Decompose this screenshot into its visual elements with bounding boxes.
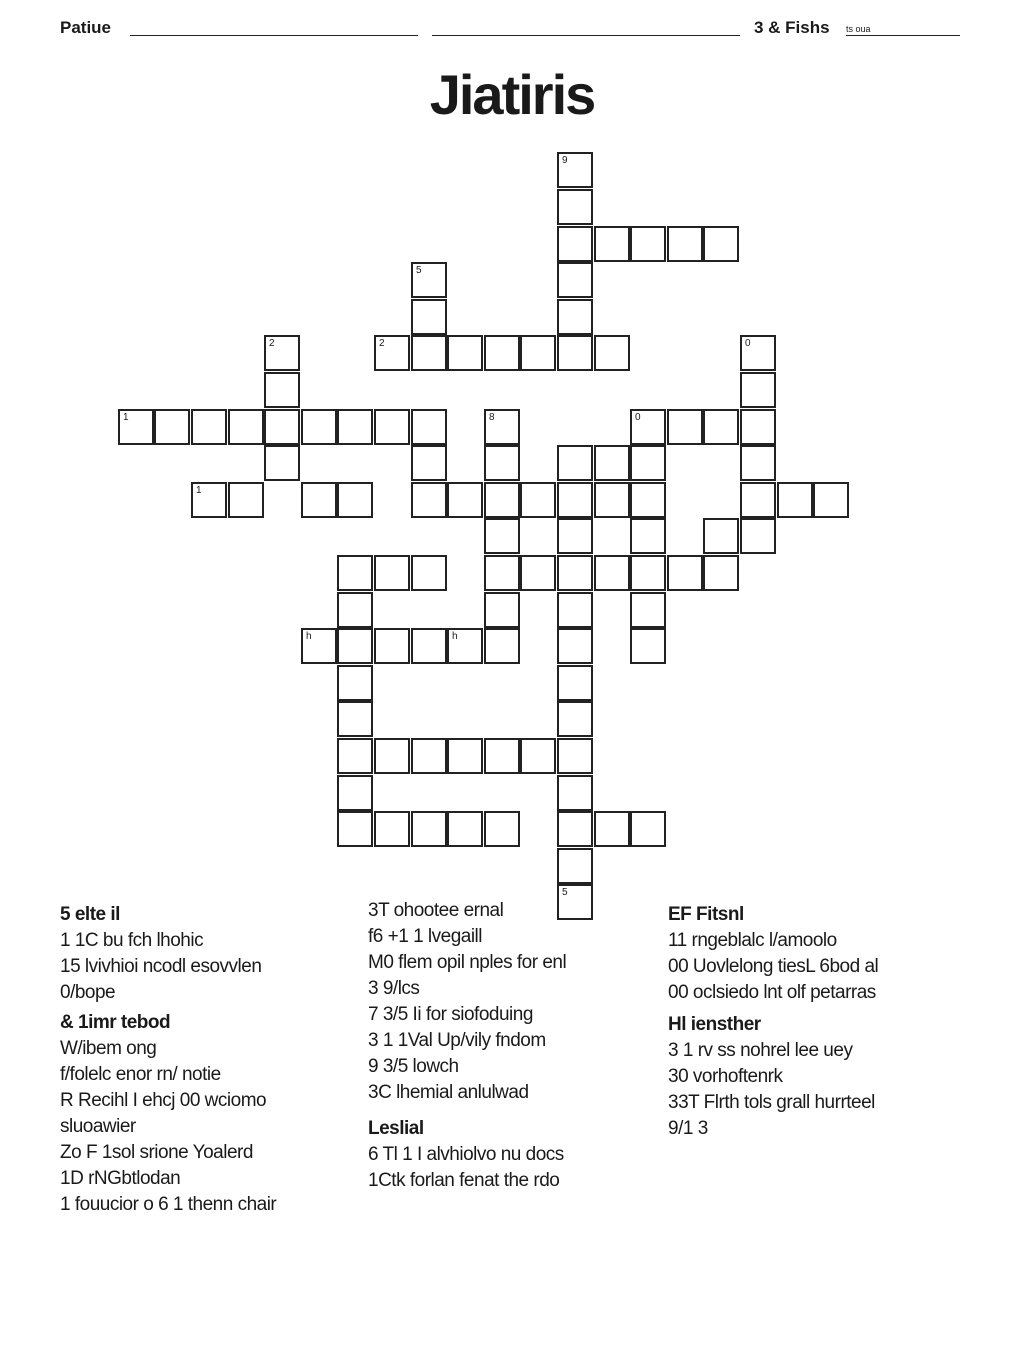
- grid-cell[interactable]: [411, 482, 447, 518]
- grid-cell[interactable]: [191, 482, 227, 518]
- grid-cell[interactable]: [484, 445, 520, 481]
- clue-number: 2: [379, 338, 385, 349]
- clue: 11 rngeblalc l/amoolo: [668, 930, 837, 951]
- grid-cell[interactable]: [557, 262, 593, 298]
- grid-cell[interactable]: [484, 811, 520, 847]
- grid-cell[interactable]: [411, 555, 447, 591]
- grid-cell[interactable]: [337, 665, 373, 701]
- grid-cell[interactable]: [703, 555, 739, 591]
- clue: 0/bope: [60, 982, 116, 1003]
- grid-cell[interactable]: [301, 628, 337, 664]
- grid-cell[interactable]: [594, 335, 630, 371]
- grid-cell[interactable]: [411, 299, 447, 335]
- clue: 7 3/5 Ii for siofoduing: [368, 1004, 533, 1025]
- clue: 6 Tl 1 I alvhiolvo nu docs: [368, 1144, 564, 1165]
- grid-cell[interactable]: [667, 226, 703, 262]
- grid-cell[interactable]: [703, 409, 739, 445]
- clue: 9/1 3: [668, 1118, 708, 1139]
- grid-cell[interactable]: [264, 372, 300, 408]
- grid-cell[interactable]: [740, 518, 776, 554]
- right-label: 3 & Fishs: [754, 18, 830, 37]
- grid-cell[interactable]: [520, 555, 556, 591]
- grid-cell[interactable]: [740, 409, 776, 445]
- clue: 1 1C bu fch lhohic: [60, 930, 204, 951]
- grid-cell[interactable]: [411, 811, 447, 847]
- grid-cell[interactable]: [557, 848, 593, 884]
- name-line[interactable]: [130, 35, 418, 36]
- grid-cell[interactable]: [630, 592, 666, 628]
- grid-cell[interactable]: [264, 335, 300, 371]
- grid-cell[interactable]: [374, 738, 410, 774]
- clue: 15 lvivhioi ncodl esovvlen: [60, 956, 262, 977]
- clue-number: 9: [562, 155, 568, 166]
- grid-cell[interactable]: [337, 628, 373, 664]
- clues-column-2: [368, 898, 566, 1194]
- grid-cell[interactable]: [630, 409, 666, 445]
- grid-cell[interactable]: [777, 482, 813, 518]
- grid-cell[interactable]: [630, 555, 666, 591]
- clue-number: 8: [489, 412, 495, 423]
- grid-cell[interactable]: [557, 775, 593, 811]
- clue: M0 flem opil nples for enl: [368, 952, 567, 973]
- grid-cell[interactable]: [447, 628, 483, 664]
- clue: R Recihl I ehcj 00 wciomo: [60, 1090, 267, 1111]
- grid-cell[interactable]: [557, 299, 593, 335]
- grid-cell[interactable]: [447, 738, 483, 774]
- grid-cell[interactable]: [374, 555, 410, 591]
- clue: 00 oclsiedo lnt olf petarras: [668, 982, 876, 1003]
- clue-number: 5: [416, 265, 422, 276]
- grid-cell[interactable]: [557, 482, 593, 518]
- grid-cell[interactable]: [264, 445, 300, 481]
- grid-cell[interactable]: [630, 518, 666, 554]
- grid-cell[interactable]: [484, 335, 520, 371]
- grid-cell[interactable]: [703, 226, 739, 262]
- clue: 3 1 1Val Up/vily fndom: [368, 1030, 546, 1051]
- grid-cell[interactable]: [484, 738, 520, 774]
- grid-cell[interactable]: [557, 152, 593, 188]
- grid-cell[interactable]: [557, 701, 593, 737]
- grid-cell[interactable]: [264, 409, 300, 445]
- grid-cell[interactable]: [337, 701, 373, 737]
- clue-number: 1: [196, 485, 202, 496]
- clue: 3 9/lcs: [368, 978, 420, 999]
- grid-cell[interactable]: [630, 226, 666, 262]
- grid-cell[interactable]: [557, 445, 593, 481]
- clue-number: 0: [745, 338, 751, 349]
- name-label: Patiue: [60, 18, 112, 37]
- grid-cell[interactable]: [667, 555, 703, 591]
- grid-cell[interactable]: [374, 335, 410, 371]
- clue: 3C lhemial anlulwad: [368, 1082, 529, 1103]
- grid-cell[interactable]: [447, 811, 483, 847]
- clue-heading: 3T ohootee ernal: [368, 900, 504, 921]
- grid-cell[interactable]: [557, 592, 593, 628]
- right-line[interactable]: [846, 35, 960, 36]
- clue-number: 1: [123, 412, 129, 423]
- clue: 1 fouucior o 6 1 thenn chair: [60, 1194, 277, 1215]
- right-small-label: ts oua: [846, 24, 871, 34]
- grid-cell[interactable]: [484, 518, 520, 554]
- grid-cell[interactable]: [740, 482, 776, 518]
- grid-cell[interactable]: [411, 409, 447, 445]
- grid-cell[interactable]: [337, 592, 373, 628]
- clues-column-1: [60, 902, 276, 1218]
- grid-cell[interactable]: [557, 628, 593, 664]
- clue-number: 5: [562, 887, 568, 898]
- grid-cell[interactable]: [374, 628, 410, 664]
- grid-cell[interactable]: [411, 738, 447, 774]
- grid-cell[interactable]: [630, 811, 666, 847]
- grid-cell[interactable]: [484, 628, 520, 664]
- grid-cell[interactable]: [557, 226, 593, 262]
- grid-cell[interactable]: [813, 482, 849, 518]
- clues-column-3: [668, 902, 878, 1142]
- grid-cell[interactable]: [594, 811, 630, 847]
- grid-cell[interactable]: [411, 445, 447, 481]
- clue-heading: & 1imr tebod: [60, 1012, 171, 1033]
- grid-cell[interactable]: [337, 482, 373, 518]
- grid-cell[interactable]: [484, 409, 520, 445]
- grid-cell[interactable]: [411, 628, 447, 664]
- grid-cell[interactable]: [740, 372, 776, 408]
- grid-cell[interactable]: [740, 445, 776, 481]
- grid-cell[interactable]: [594, 482, 630, 518]
- grid-cell[interactable]: [557, 811, 593, 847]
- grid-cell[interactable]: [557, 555, 593, 591]
- grid-cell[interactable]: [557, 665, 593, 701]
- grid-cell[interactable]: [740, 335, 776, 371]
- grid-cell[interactable]: [154, 409, 190, 445]
- clue: 33T Flrth tols grall hurrteel: [668, 1092, 875, 1113]
- grid-cell[interactable]: [374, 811, 410, 847]
- grid-cell[interactable]: [484, 592, 520, 628]
- puzzle-title: Jiatiris: [429, 63, 595, 126]
- grid-cell[interactable]: [520, 335, 556, 371]
- grid-cell[interactable]: [630, 628, 666, 664]
- grid-cell[interactable]: [667, 409, 703, 445]
- grid-cell[interactable]: [520, 482, 556, 518]
- middle-line[interactable]: [432, 35, 740, 36]
- grid-cell[interactable]: [411, 262, 447, 298]
- grid-cell[interactable]: [337, 811, 373, 847]
- grid-cell[interactable]: [447, 482, 483, 518]
- clue: 00 Uovlelong tiesL 6bod al: [668, 956, 879, 977]
- grid-cell[interactable]: [191, 409, 227, 445]
- grid-cell[interactable]: [337, 555, 373, 591]
- clue-number: 2: [269, 338, 275, 349]
- grid-cell[interactable]: [337, 775, 373, 811]
- grid-cell[interactable]: [301, 409, 337, 445]
- grid-cell[interactable]: [703, 518, 739, 554]
- grid-cell[interactable]: [484, 555, 520, 591]
- clue: 1D rNGbtlodan: [60, 1168, 181, 1189]
- grid-cell[interactable]: [557, 738, 593, 774]
- clue: f6 +1 1 lvegaill: [368, 926, 482, 947]
- clue: 9 3/5 lowch: [368, 1056, 459, 1077]
- clue: sluoawier: [60, 1116, 136, 1137]
- clue-heading: Hl iensther: [668, 1014, 761, 1035]
- grid-cell[interactable]: [557, 335, 593, 371]
- grid-cell[interactable]: [411, 335, 447, 371]
- grid-cell[interactable]: [594, 555, 630, 591]
- clue: W/ibem ong: [60, 1038, 157, 1059]
- clue: f/folelc enor rn/ notie: [60, 1064, 221, 1085]
- grid-cell[interactable]: [630, 482, 666, 518]
- grid-cell[interactable]: [228, 482, 264, 518]
- clue-heading: EF Fitsnl: [668, 904, 744, 925]
- clue: 30 vorhoftenrk: [668, 1066, 783, 1087]
- grid-cell[interactable]: [594, 445, 630, 481]
- clue: Zo F 1sol srione Yoalerd: [60, 1142, 253, 1163]
- clue-number: h: [306, 631, 312, 642]
- clue-heading: 5 elte il: [60, 904, 120, 925]
- grid-cell[interactable]: [301, 482, 337, 518]
- clue-heading: Leslial: [368, 1118, 424, 1139]
- grid-cell[interactable]: [594, 226, 630, 262]
- grid-cell[interactable]: [520, 738, 556, 774]
- clue: 1Ctk forlan fenat the rdo: [368, 1170, 560, 1191]
- clue: 3 1 rv ss nohrel lee uey: [668, 1040, 853, 1061]
- grid-cell[interactable]: [118, 409, 154, 445]
- grid-cell[interactable]: [557, 189, 593, 225]
- grid-cell[interactable]: [484, 482, 520, 518]
- clue-number: 0: [635, 412, 641, 423]
- grid-cell[interactable]: [337, 738, 373, 774]
- grid-cell[interactable]: [374, 409, 410, 445]
- grid-cell[interactable]: [337, 409, 373, 445]
- grid-cell[interactable]: [228, 409, 264, 445]
- grid-cell[interactable]: [630, 445, 666, 481]
- clue-number: h: [452, 631, 458, 642]
- grid-cell[interactable]: [447, 335, 483, 371]
- grid-cell[interactable]: [557, 518, 593, 554]
